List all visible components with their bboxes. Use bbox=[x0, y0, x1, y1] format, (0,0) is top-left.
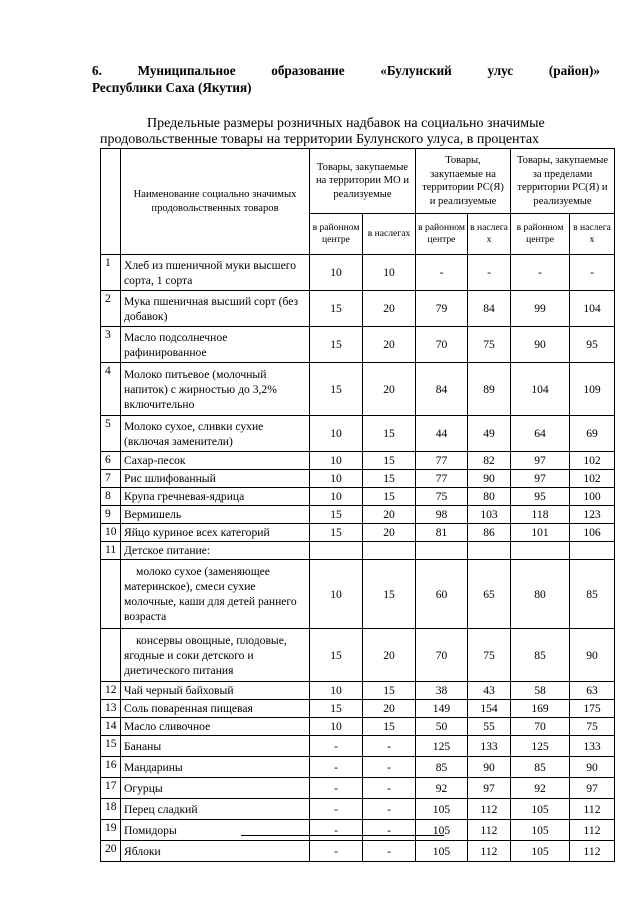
table-row bbox=[101, 327, 615, 363]
markup-value: 112 bbox=[468, 841, 511, 862]
markup-value bbox=[511, 542, 570, 560]
markup-value: 75 bbox=[468, 629, 511, 682]
product-name: Соль поваренная пищевая bbox=[121, 700, 310, 718]
markup-value: 90 bbox=[468, 757, 511, 778]
row-number bbox=[101, 560, 121, 629]
markup-value: - bbox=[416, 255, 468, 291]
section-word: образование bbox=[271, 63, 345, 78]
markup-value: 102 bbox=[570, 452, 615, 470]
markup-value: - bbox=[468, 255, 511, 291]
markup-value: 95 bbox=[511, 488, 570, 506]
table-caption bbox=[100, 116, 610, 148]
subheader-naslegs: в наслега х bbox=[570, 214, 615, 255]
markup-value: 20 bbox=[363, 700, 416, 718]
product-name: консервы овощные, плодовые, ягодные и соки детского и диетического питания bbox=[121, 629, 310, 682]
row-number: 2 bbox=[101, 291, 121, 327]
markup-value: 84 bbox=[416, 363, 468, 416]
markup-value: 10 bbox=[310, 560, 363, 629]
markup-value: 50 bbox=[416, 718, 468, 736]
markup-value: 15 bbox=[363, 718, 416, 736]
markup-value: 125 bbox=[416, 736, 468, 757]
product-name: Яйцо куриное всех категорий bbox=[121, 524, 310, 542]
markup-value: 15 bbox=[310, 629, 363, 682]
markup-value: - bbox=[310, 757, 363, 778]
row-number: 15 bbox=[101, 736, 121, 757]
row-number: 20 bbox=[101, 841, 121, 862]
markup-value: 10 bbox=[310, 255, 363, 291]
row-number: 11 bbox=[101, 542, 121, 560]
markup-value: 149 bbox=[416, 700, 468, 718]
table-row bbox=[101, 291, 615, 327]
markup-value: - bbox=[570, 255, 615, 291]
markup-value: 38 bbox=[416, 682, 468, 700]
markup-value: 106 bbox=[570, 524, 615, 542]
product-name: Масло сливочное bbox=[121, 718, 310, 736]
markup-value: 118 bbox=[511, 506, 570, 524]
markup-value: 20 bbox=[363, 291, 416, 327]
section-word: Муниципальное bbox=[137, 63, 236, 78]
markup-value: 125 bbox=[511, 736, 570, 757]
section-word: «Булунский bbox=[380, 63, 452, 78]
product-name: Масло подсолнечное рафинированное bbox=[121, 327, 310, 363]
product-name: молоко сухое (заменяющее материнское), смеси сухие молочные, каши для детей раннего возраста bbox=[121, 560, 310, 629]
header-number-cell bbox=[101, 149, 121, 255]
markup-value: 100 bbox=[570, 488, 615, 506]
markup-value: 86 bbox=[468, 524, 511, 542]
table-row bbox=[101, 718, 615, 736]
markup-value: 154 bbox=[468, 700, 511, 718]
row-number: 13 bbox=[101, 700, 121, 718]
markup-value: 20 bbox=[363, 524, 416, 542]
markup-value: 98 bbox=[416, 506, 468, 524]
markup-value: 112 bbox=[468, 820, 511, 841]
markup-value: 109 bbox=[570, 363, 615, 416]
markup-value: 15 bbox=[363, 416, 416, 452]
markup-value: - bbox=[363, 841, 416, 862]
markup-value bbox=[310, 542, 363, 560]
table-row bbox=[101, 736, 615, 757]
table-row bbox=[101, 488, 615, 506]
table-row bbox=[101, 560, 615, 629]
product-name: Бананы bbox=[121, 736, 310, 757]
markup-value: 82 bbox=[468, 452, 511, 470]
markup-value: 64 bbox=[511, 416, 570, 452]
product-name: Рис шлифованный bbox=[121, 470, 310, 488]
markup-value: 75 bbox=[468, 327, 511, 363]
markup-value: 102 bbox=[570, 470, 615, 488]
markup-value: 81 bbox=[416, 524, 468, 542]
row-number: 10 bbox=[101, 524, 121, 542]
table-row bbox=[101, 629, 615, 682]
markup-value bbox=[416, 542, 468, 560]
markup-value: 90 bbox=[570, 757, 615, 778]
table-row bbox=[101, 524, 615, 542]
section-heading-line2: Республики Саха (Якутия) bbox=[92, 80, 252, 95]
markup-value: 15 bbox=[310, 327, 363, 363]
markup-value: 55 bbox=[468, 718, 511, 736]
markup-value: 90 bbox=[570, 629, 615, 682]
markup-value: 85 bbox=[511, 757, 570, 778]
markup-value: 10 bbox=[310, 718, 363, 736]
markup-value: 15 bbox=[363, 560, 416, 629]
product-name: Молоко сухое, сливки сухие (включая заменители) bbox=[121, 416, 310, 452]
product-name: Крупа гречневая-ядрица bbox=[121, 488, 310, 506]
header-group-mo: Товары, закупаемые на территории МО и реализуемые bbox=[310, 149, 416, 214]
markup-value: 75 bbox=[570, 718, 615, 736]
markup-value: 90 bbox=[511, 327, 570, 363]
markup-value: 84 bbox=[468, 291, 511, 327]
markup-value: 20 bbox=[363, 363, 416, 416]
table-body bbox=[101, 255, 615, 862]
markup-value: 101 bbox=[511, 524, 570, 542]
markup-value bbox=[468, 542, 511, 560]
markup-value: 43 bbox=[468, 682, 511, 700]
table-row bbox=[101, 363, 615, 416]
markup-value: 90 bbox=[468, 470, 511, 488]
markup-value: 15 bbox=[310, 700, 363, 718]
section-number: 6. bbox=[92, 63, 102, 78]
markup-value: 123 bbox=[570, 506, 615, 524]
row-number: 16 bbox=[101, 757, 121, 778]
row-number: 1 bbox=[101, 255, 121, 291]
table-row bbox=[101, 799, 615, 820]
markup-value: - bbox=[363, 820, 416, 841]
markup-value: 65 bbox=[468, 560, 511, 629]
product-name: Мука пшеничная высший сорт (без добавок) bbox=[121, 291, 310, 327]
markup-value: 15 bbox=[310, 524, 363, 542]
markup-value: 15 bbox=[363, 452, 416, 470]
product-name: Чай черный байховый bbox=[121, 682, 310, 700]
markup-value: 97 bbox=[511, 470, 570, 488]
section-heading-line1 bbox=[92, 62, 600, 79]
row-number: 7 bbox=[101, 470, 121, 488]
markup-value: 10 bbox=[310, 470, 363, 488]
product-name: Детское питание: bbox=[121, 542, 310, 560]
markup-value: 80 bbox=[511, 560, 570, 629]
table-row bbox=[101, 542, 615, 560]
markup-value: 10 bbox=[363, 255, 416, 291]
row-number: 9 bbox=[101, 506, 121, 524]
markup-value bbox=[570, 542, 615, 560]
markup-value: 77 bbox=[416, 452, 468, 470]
row-number: 19 bbox=[101, 820, 121, 841]
table-row bbox=[101, 506, 615, 524]
product-name: Вермишель bbox=[121, 506, 310, 524]
markup-value: 105 bbox=[511, 841, 570, 862]
markup-value: 85 bbox=[416, 757, 468, 778]
markup-value: 44 bbox=[416, 416, 468, 452]
table-row bbox=[101, 255, 615, 291]
product-name: Сахар-песок bbox=[121, 452, 310, 470]
section-word: (район)» bbox=[548, 63, 600, 78]
product-name: Хлеб из пшеничной муки высшего сорта, 1 сорта bbox=[121, 255, 310, 291]
row-number: 17 bbox=[101, 778, 121, 799]
markup-value: 69 bbox=[570, 416, 615, 452]
markup-value: 10 bbox=[310, 488, 363, 506]
markup-value: 15 bbox=[310, 506, 363, 524]
product-name: Перец сладкий bbox=[121, 799, 310, 820]
markup-value: - bbox=[363, 778, 416, 799]
table-row bbox=[101, 757, 615, 778]
markup-value: 49 bbox=[468, 416, 511, 452]
markup-value: 112 bbox=[570, 841, 615, 862]
markup-table bbox=[100, 148, 615, 862]
markup-value bbox=[363, 542, 416, 560]
markup-value: 85 bbox=[570, 560, 615, 629]
markup-value: 133 bbox=[570, 736, 615, 757]
markup-value: 70 bbox=[416, 629, 468, 682]
product-name: Помидоры bbox=[121, 820, 310, 841]
markup-value: 20 bbox=[363, 327, 416, 363]
row-number: 4 bbox=[101, 363, 121, 416]
header-group-rsya: Товары, закупаемые на территории РС(Я) и реализуемые bbox=[416, 149, 511, 214]
markup-value: 20 bbox=[363, 629, 416, 682]
subheader-district-center: в районном центре bbox=[416, 214, 468, 255]
markup-value: 169 bbox=[511, 700, 570, 718]
table-caption-line1: Предельные размеры розничных надбавок на социально значимые bbox=[147, 116, 545, 131]
markup-value: - bbox=[511, 255, 570, 291]
table-row bbox=[101, 778, 615, 799]
row-number: 14 bbox=[101, 718, 121, 736]
markup-value: 112 bbox=[570, 820, 615, 841]
markup-value: 80 bbox=[468, 488, 511, 506]
markup-value: 15 bbox=[310, 291, 363, 327]
markup-value: - bbox=[310, 736, 363, 757]
markup-value: 85 bbox=[511, 629, 570, 682]
markup-value: 175 bbox=[570, 700, 615, 718]
markup-value: 133 bbox=[468, 736, 511, 757]
markup-value: 10 bbox=[310, 452, 363, 470]
subheader-district-center: в районном центре bbox=[310, 214, 363, 255]
markup-value: 15 bbox=[363, 488, 416, 506]
markup-value: - bbox=[310, 820, 363, 841]
markup-value: - bbox=[363, 799, 416, 820]
markup-value: 20 bbox=[363, 506, 416, 524]
markup-value: 15 bbox=[363, 682, 416, 700]
row-number: 6 bbox=[101, 452, 121, 470]
markup-value: - bbox=[363, 736, 416, 757]
markup-value: 97 bbox=[468, 778, 511, 799]
markup-value: 79 bbox=[416, 291, 468, 327]
subheader-naslegs: в наслегах bbox=[363, 214, 416, 255]
markup-value: 60 bbox=[416, 560, 468, 629]
product-name: Мандарины bbox=[121, 757, 310, 778]
header-product-name: Наименование социально значимых продовольственных товаров bbox=[121, 149, 310, 255]
markup-value: 15 bbox=[310, 363, 363, 416]
table-row bbox=[101, 470, 615, 488]
row-number: 12 bbox=[101, 682, 121, 700]
markup-value: 77 bbox=[416, 470, 468, 488]
markup-value: 63 bbox=[570, 682, 615, 700]
markup-value: - bbox=[310, 778, 363, 799]
markup-value: 104 bbox=[570, 291, 615, 327]
markup-value: 15 bbox=[363, 470, 416, 488]
section-word: улус bbox=[487, 63, 514, 78]
markup-value: 112 bbox=[570, 799, 615, 820]
subheader-naslegs: в наслега х bbox=[468, 214, 511, 255]
table-row bbox=[101, 820, 615, 841]
markup-value: 105 bbox=[416, 820, 468, 841]
markup-value: 105 bbox=[511, 799, 570, 820]
table-row bbox=[101, 452, 615, 470]
markup-value: 97 bbox=[511, 452, 570, 470]
markup-value: 103 bbox=[468, 506, 511, 524]
row-number: 5 bbox=[101, 416, 121, 452]
markup-value: 105 bbox=[511, 820, 570, 841]
markup-value: 89 bbox=[468, 363, 511, 416]
table-caption-line2: продовольственные товары на территории Булунского улуса, в процентах bbox=[100, 132, 540, 147]
markup-value: 70 bbox=[416, 327, 468, 363]
row-number: 8 bbox=[101, 488, 121, 506]
markup-value: 105 bbox=[416, 799, 468, 820]
product-name: Яблоки bbox=[121, 841, 310, 862]
markup-value: 105 bbox=[416, 841, 468, 862]
footnote-divider bbox=[241, 835, 444, 836]
markup-value: - bbox=[310, 799, 363, 820]
markup-value: 58 bbox=[511, 682, 570, 700]
header-group-outside: Товары, закупаемые за пределами территории РС(Я) и реализуемые bbox=[511, 149, 615, 214]
markup-value: 10 bbox=[310, 682, 363, 700]
table-row bbox=[101, 416, 615, 452]
table-row bbox=[101, 682, 615, 700]
markup-value: 97 bbox=[570, 778, 615, 799]
product-name: Огурцы bbox=[121, 778, 310, 799]
markup-value: 70 bbox=[511, 718, 570, 736]
markup-value: 112 bbox=[468, 799, 511, 820]
product-name: Молоко питьевое (молочный напиток) с жирностью до 3,2% включительно bbox=[121, 363, 310, 416]
markup-value: 10 bbox=[310, 416, 363, 452]
markup-value: 99 bbox=[511, 291, 570, 327]
row-number bbox=[101, 629, 121, 682]
row-number: 3 bbox=[101, 327, 121, 363]
row-number: 18 bbox=[101, 799, 121, 820]
markup-value: 104 bbox=[511, 363, 570, 416]
table-row bbox=[101, 841, 615, 862]
markup-value: 92 bbox=[511, 778, 570, 799]
section-heading bbox=[92, 62, 600, 96]
subheader-district-center: в районном центре bbox=[511, 214, 570, 255]
markup-value: - bbox=[310, 841, 363, 862]
markup-value: 92 bbox=[416, 778, 468, 799]
markup-value: 95 bbox=[570, 327, 615, 363]
markup-value: - bbox=[363, 757, 416, 778]
markup-value: 75 bbox=[416, 488, 468, 506]
table-row bbox=[101, 700, 615, 718]
